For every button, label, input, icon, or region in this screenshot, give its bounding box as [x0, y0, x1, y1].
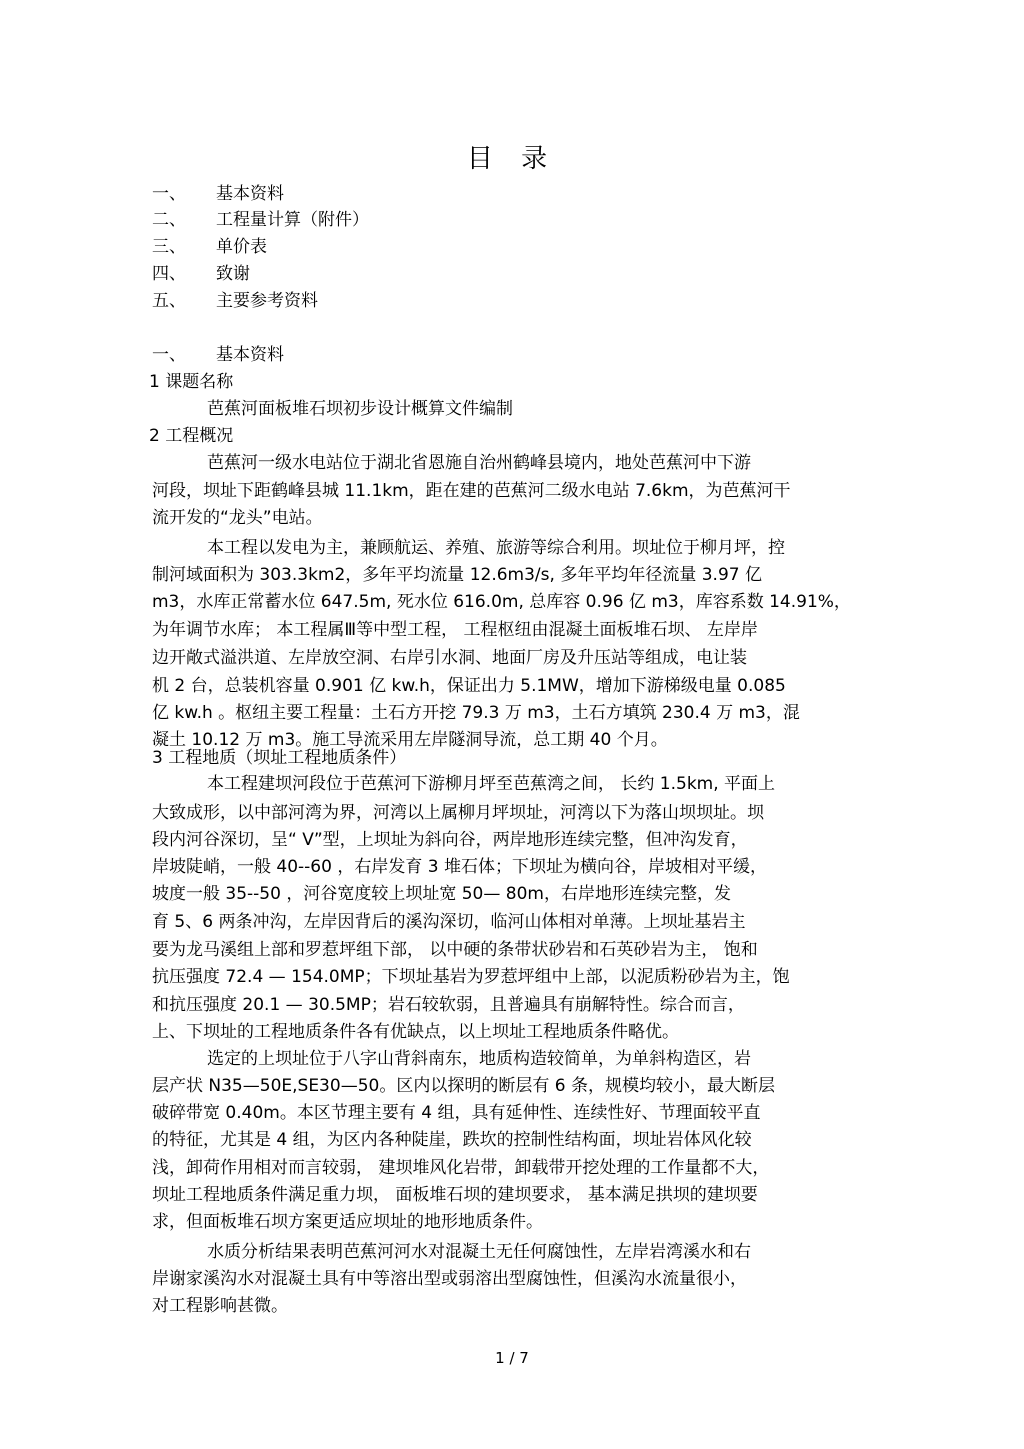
paragraph-line: 和抗压强度 20.1 — 30.5MP；岩石较软弱，且普遍具有崩解特性。综合而言，	[152, 995, 745, 1015]
paragraph-line: 浅，卸荷作用相对而言较弱， 建坝堆风化岩带，卸载带开挖处理的工作量都不大，	[152, 1158, 770, 1178]
section-number: 一、	[152, 345, 186, 365]
paragraph-line: 流开发的“龙头”电站。	[152, 508, 323, 528]
paragraph-line: 育 5、6 两条冲沟，左岸因背后的溪沟深切，临河山体相对单薄。上坝址基岩主	[152, 912, 746, 932]
toc-number: 三、	[152, 237, 186, 257]
page-number: 1 / 7	[495, 1349, 529, 1367]
subheading-geology: 3 工程地质（坝址工程地质条件）	[152, 748, 407, 768]
paragraph-line: 抗压强度 72.4 — 154.0MP；下坝址基岩为罗惹坪组中上部，以泥质粉砂岩为主，饱	[152, 967, 790, 987]
paragraph-line: 坡度一般 35--50 ，河谷宽度较上坝址宽 50— 80m，右岸地形连续完整，发	[152, 884, 731, 904]
toc-label: 主要参考资料	[216, 291, 318, 311]
paragraph-line: 的特征，尤其是 4 组，为区内各种陡崖，跌坎的控制性结构面，坝址岩体风化较	[152, 1130, 752, 1150]
paragraph-line: 为年调节水库； 本工程属Ⅲ等中型工程， 工程枢纽由混凝土面板堆石坝、 左岸岸	[152, 620, 758, 640]
toc-number: 五、	[152, 291, 186, 311]
section-label: 基本资料	[216, 345, 284, 365]
paragraph-line: 坝址工程地质条件满足重力坝， 面板堆石坝的建坝要求， 基本满足拱坝的建坝要	[152, 1185, 758, 1205]
toc-item	[152, 207, 369, 233]
toc-label: 基本资料	[216, 184, 284, 204]
paragraph-line: 亿 kw.h 。枢纽主要工程量：土石方开挖 79.3 万 m3，土石方填筑 230.4 万 m3，混	[152, 703, 800, 723]
toc-label: 致谢	[216, 264, 250, 284]
toc-number: 二、	[152, 210, 186, 230]
toc-item	[152, 261, 250, 287]
topic-text: 芭蕉河面板堆石坝初步设计概算文件编制	[207, 399, 513, 419]
paragraph-line: 岸坡陡峭，一般 40--60 ，右岸发育 3 堆石体；下坝址为横向谷，岸坡相对平缓，	[152, 857, 767, 877]
paragraph-line: 段内河谷深切，呈“ V”型，上坝址为斜向谷，两岸地形连续完整，但冲沟发育，	[152, 830, 748, 850]
paragraph-line: 岸谢家溪沟水对混凝土具有中等溶出型或弱溶出型腐蚀性，但溪沟水流量很小，	[152, 1269, 747, 1289]
paragraph-line: 层产状 N35—50E,SE30—50。区内以探明的断层有 6 条，规模均较小，最大断层	[152, 1076, 775, 1096]
paragraph-line: 凝土 10.12 万 m3。施工导流采用左岸隧洞导流，总工期 40 个月。	[152, 730, 668, 750]
toc-item	[152, 288, 318, 314]
subheading-overview: 2 工程概况	[149, 426, 234, 446]
paragraph-line: 求，但面板堆石坝方案更适应坝址的地形地质条件。	[152, 1212, 543, 1232]
paragraph-line: 大致成形，以中部河湾为界，河湾以上属柳月坪坝址，河湾以下为落山坝坝址。坝	[152, 803, 764, 823]
paragraph-line: 对工程影响甚微。	[152, 1296, 288, 1316]
toc-number: 四、	[152, 264, 186, 284]
paragraph-line: 上、下坝址的工程地质条件各有优缺点，以上坝址工程地质条件略优。	[152, 1022, 679, 1042]
paragraph-line: 选定的上坝址位于八字山背斜南东，地质构造较简单，为单斜构造区，岩	[207, 1049, 751, 1069]
paragraph-line: 水质分析结果表明芭蕉河河水对混凝土无任何腐蚀性，左岸岩湾溪水和右	[207, 1242, 751, 1262]
paragraph-line: 机 2 台，总装机容量 0.901 亿 kw.h，保证出力 5.1MW，增加下游梯级电量 0.085	[152, 676, 786, 696]
paragraph-line: 边开敞式溢洪道、左岸放空洞、右岸引水洞、地面厂房及升压站等组成，电让装	[152, 648, 747, 668]
paragraph-line: 制河域面积为 303.3km2，多年平均流量 12.6m3/s, 多年平均年径流量 3.97 亿	[152, 565, 762, 585]
paragraph-line: 本工程建坝河段位于芭蕉河下游柳月坪至芭蕉湾之间， 长约 1.5km, 平面上	[207, 774, 776, 794]
paragraph-line: m3，水库正常蓄水位 647.5m, 死水位 616.0m, 总库容 0.96 亿 m3，库容系数 14.91%，	[152, 592, 851, 612]
paragraph-line: 破碎带宽 0.40m。本区节理主要有 4 组，具有延伸性、连续性好、节理面较平直	[152, 1103, 761, 1123]
toc-label: 工程量计算（附件）	[216, 210, 369, 230]
paragraph-line: 本工程以发电为主，兼顾航运、养殖、旅游等综合利用。坝址位于柳月坪，控	[207, 538, 785, 558]
paragraph-line: 河段，坝址下距鹤峰县城 11.1km，距在建的芭蕉河二级水电站 7.6km，为芭蕉河干	[152, 481, 791, 501]
page-title: 目 录	[466, 144, 558, 174]
subheading-topic: 1 课题名称	[149, 372, 234, 392]
toc-number: 一、	[152, 184, 186, 204]
toc-label: 单价表	[216, 237, 267, 257]
section-heading	[152, 342, 284, 368]
paragraph-line: 芭蕉河一级水电站位于湖北省恩施自治州鹤峰县境内，地处芭蕉河中下游	[207, 453, 751, 473]
paragraph-line: 要为龙马溪组上部和罗惹坪组下部， 以中硬的条带状砂岩和石英砂岩为主， 饱和	[152, 940, 758, 960]
toc-item	[152, 234, 267, 260]
toc-item	[152, 181, 284, 207]
